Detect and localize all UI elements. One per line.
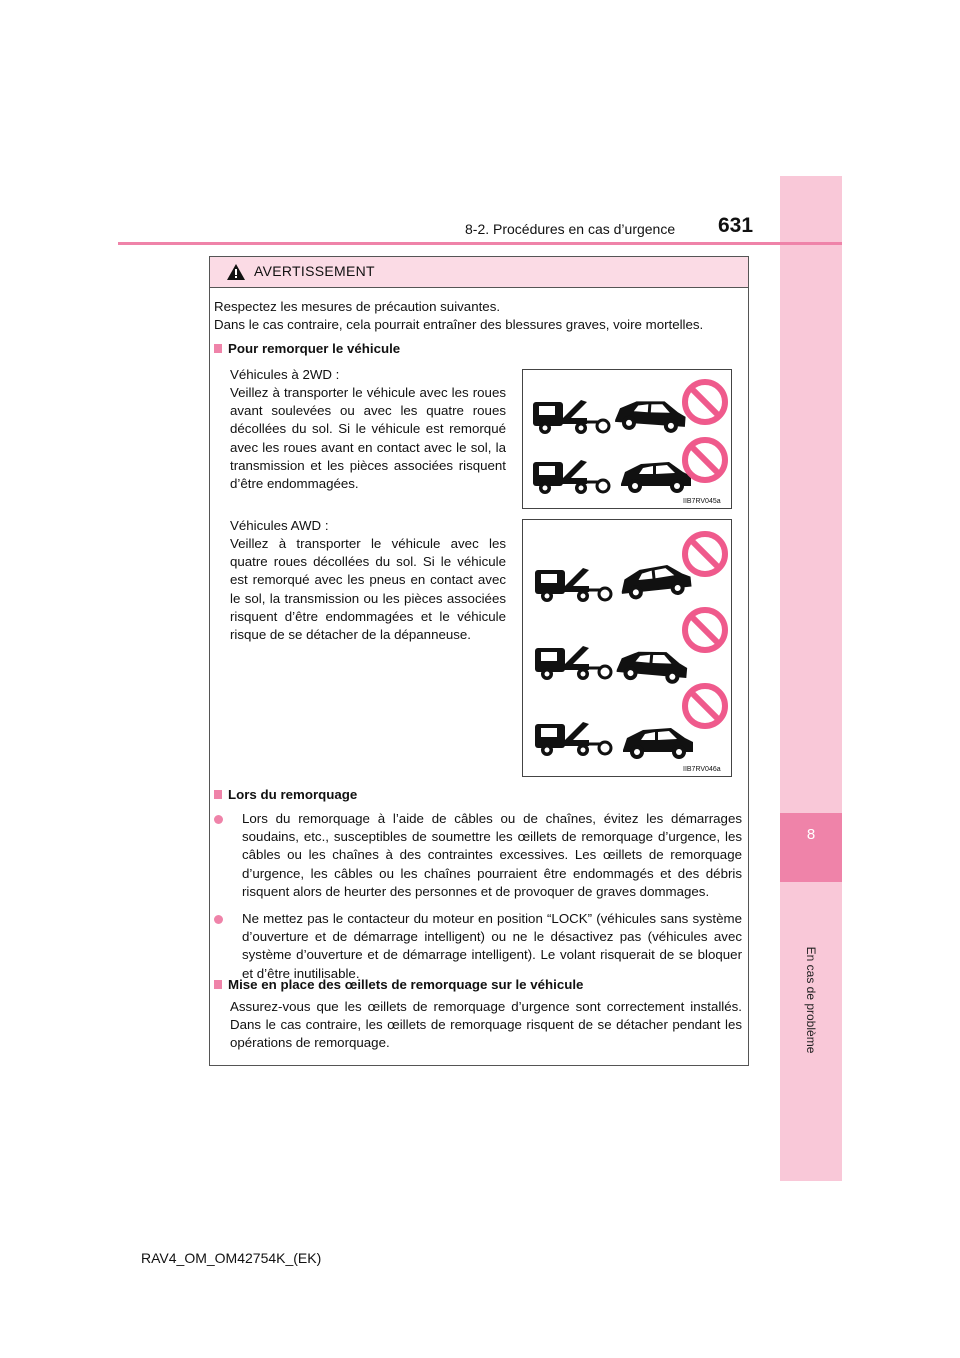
towing-illustration (523, 520, 731, 776)
warning-title: AVERTISSEMENT (254, 263, 375, 279)
paragraph-2wd-title: Véhicules à 2WD : (230, 367, 340, 382)
section-title: 8-2. Procédures en cas d’urgence (465, 221, 676, 237)
warning-triangle-icon (226, 263, 246, 281)
round-bullet-icon (214, 915, 223, 924)
paragraph-2wd: Veillez à transporter le véhicule avec les roues avant soulevées ou avec les quatre roues décollées du sol. Si le véhicule est remorqué avec les roues avant en contact avec le sol, la transmission et les pièces associées risquent d’être endommagées. (230, 385, 506, 492)
chapter-title: En cas de problème (804, 946, 818, 1054)
paragraph-awd-title: Véhicules AWD : (230, 518, 329, 533)
paragraph-towing-eyelets: Assurez-vous que les œillets de remorquage d’urgence sont correctement installés. Dans le cas contraire, les œillets de remorquage risquent de se détacher pendant les opérations de remorquage. (230, 999, 742, 1051)
document-code: RAV4_OM_OM42754K_(EK) (141, 1250, 322, 1266)
towing-illustration (523, 370, 731, 508)
prohibited-icon (685, 686, 725, 726)
figure-code: IIB7RV046a (683, 766, 721, 773)
section-heading-towing-vehicle: Pour remorquer le véhicule (214, 340, 714, 358)
figure-awd-towing (522, 519, 732, 777)
section-heading-towing-eyelets: Mise en place des œillets de remorquage sur le véhicule (214, 976, 734, 994)
square-bullet-icon (214, 790, 222, 799)
square-bullet-icon (214, 344, 222, 353)
prohibited-icon (685, 534, 725, 574)
paragraph-awd: Veillez à transporter le véhicule avec les quatre roues décollées du sol. Si le véhicule est remorqué avec les pneus en contact avec le sol, la transmission ou les pièces associées risquent d’être endommagées et le véhicule risque de se détacher de la dépanneuse. (230, 536, 506, 643)
figure-code: IIB7RV045a (683, 498, 721, 505)
bullet-paragraph-cables: Lors du remorquage à l’aide de câbles ou de chaînes, évitez les démarrages soudains, etc., susceptibles de soumettre les œillets de remorquage d’urgence, les câbles ou les chaînes à des contraintes excessives. Les œillets de remorquage d’urgence, les câbles ou les chaînes pourraient être endommagés et des débris risquent alors de heurter des personnes et de provoquer de graves dommages. (242, 811, 742, 899)
figure-2wd-towing (522, 369, 732, 509)
square-bullet-icon (214, 980, 222, 989)
chapter-number-tab (780, 813, 842, 882)
chapter-number: 8 (806, 826, 816, 843)
warning-header (210, 257, 748, 288)
prohibited-icon (685, 440, 725, 480)
section-heading-during-towing: Lors du remorquage (214, 786, 714, 804)
prohibited-icon (685, 610, 725, 650)
bullet-paragraph-lock: Ne mettez pas le contacteur du moteur en position “LOCK” (véhicules sans système d’ouverture et de démarrage intelligent) ou ne le désactivez pas (véhicules avec système d’ouverture et de démarrage intelligent). Le volant risquerait de se bloquer et d’être inutilisable. (242, 911, 742, 981)
warning-intro-2: Dans le cas contraire, cela pourrait entraîner des blessures graves, voire mortelles. (214, 317, 704, 332)
round-bullet-icon (214, 815, 223, 824)
page-number: 631 (718, 214, 754, 237)
header-rule (118, 242, 842, 245)
warning-intro-1: Respectez les mesures de précaution suivantes. (214, 299, 501, 314)
prohibited-icon (685, 382, 725, 422)
